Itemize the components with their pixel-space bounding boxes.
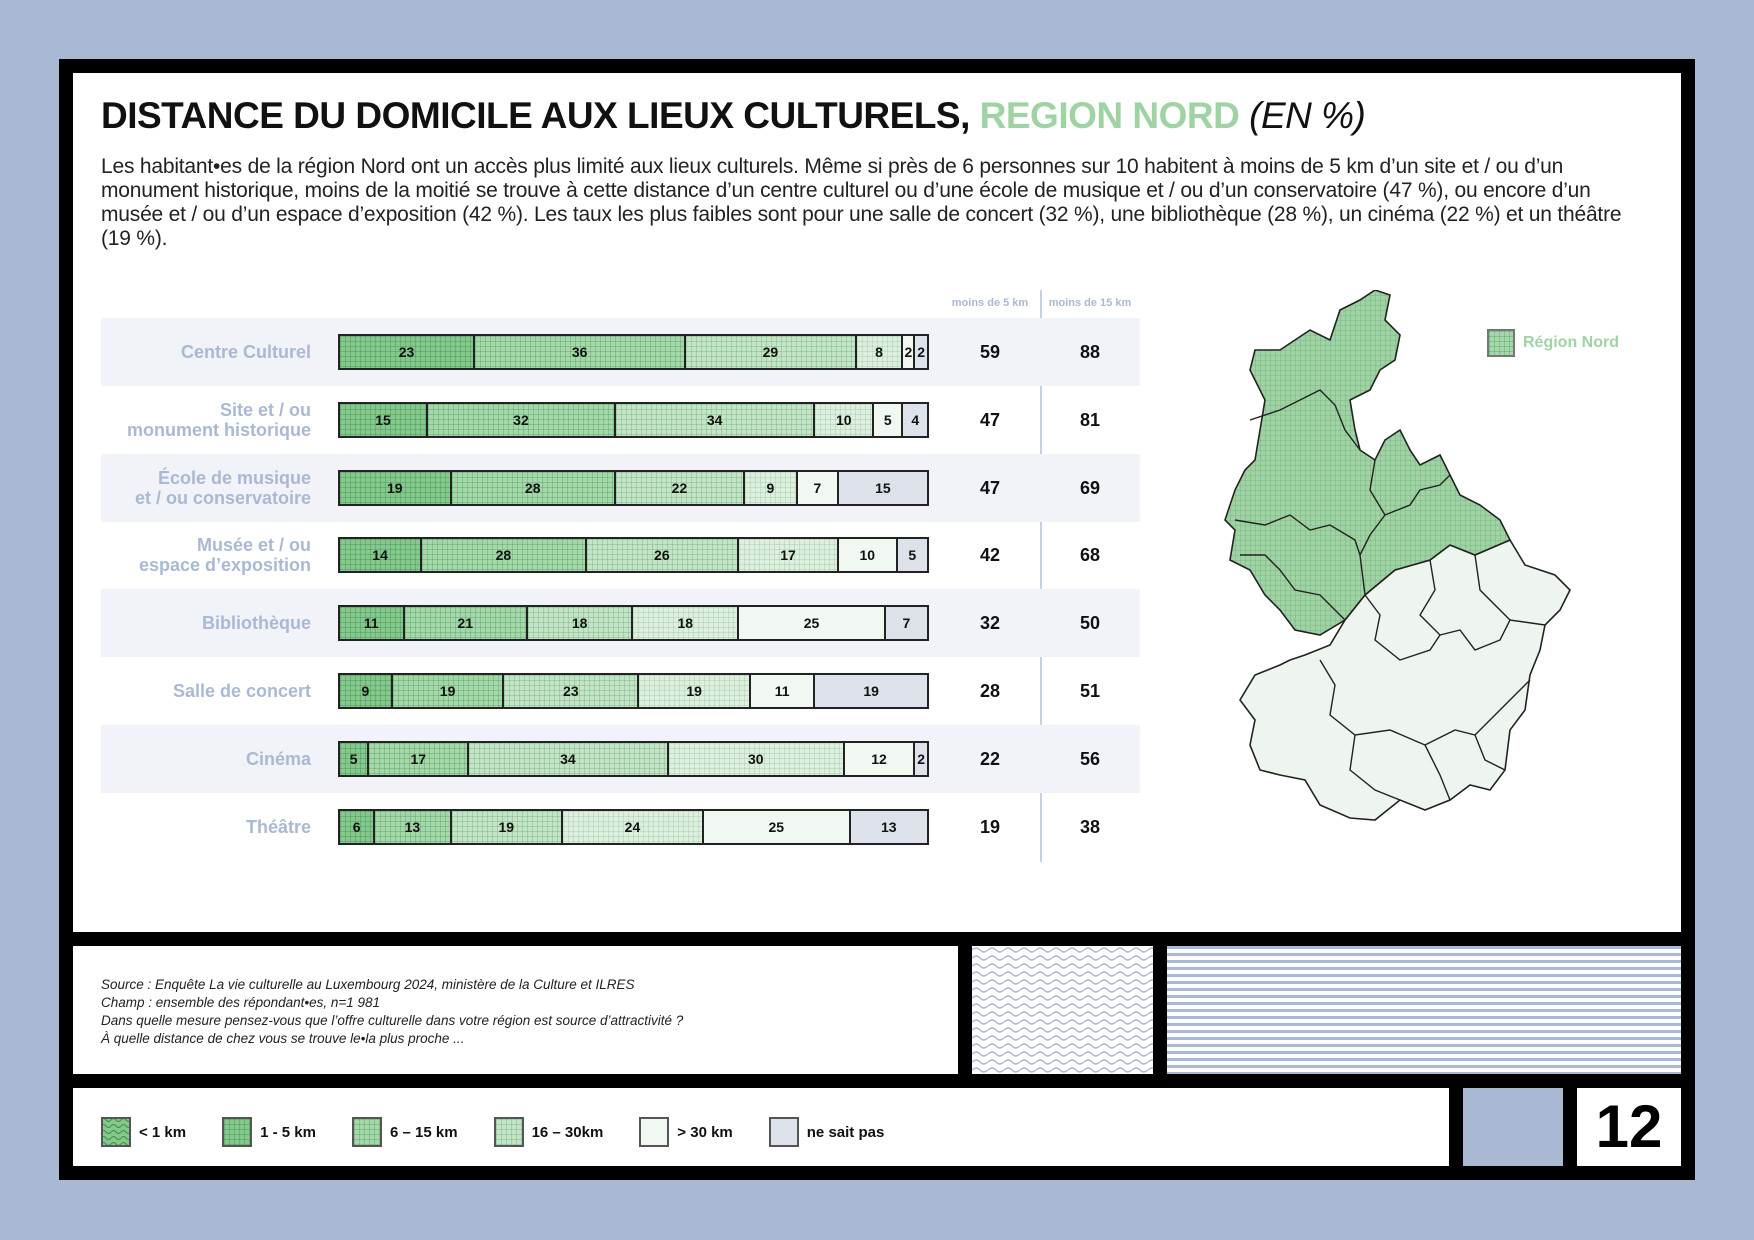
legend-label: 16 – 30km: [531, 1123, 604, 1141]
category-label-line: Théâtre: [245, 816, 311, 837]
value-moins-5km: 47: [979, 409, 1001, 430]
bar-segment: 17: [739, 539, 839, 571]
legend-label: < 1 km: [139, 1123, 187, 1141]
map-legend-label: Région Nord: [1523, 334, 1619, 351]
bar-segment: 6: [340, 811, 375, 843]
category-label: [101, 657, 311, 725]
lines-pattern-panel: [1167, 946, 1681, 1074]
bar-segment: 10: [839, 539, 898, 571]
category-label: [101, 318, 311, 386]
value-moins-5km: 19: [979, 816, 1001, 837]
category-label-line: Site et / ou: [219, 399, 311, 420]
value-moins-15km: 69: [1079, 477, 1101, 498]
value-moins-5km: 28: [979, 681, 1001, 701]
wave-pattern: [972, 946, 1153, 1074]
category-label-line: Musée et / ou: [196, 535, 311, 556]
category-label: [101, 521, 311, 589]
lines-pattern: [1167, 946, 1681, 1074]
bar-segment: 17: [369, 743, 469, 775]
column-header-15km: moins de 15 km: [1048, 297, 1132, 309]
bar-segment: 28: [452, 472, 616, 504]
bar-segment: 5: [874, 404, 903, 436]
bar-segment: 5: [340, 743, 369, 775]
legend-item-6-15km: [352, 1117, 458, 1147]
stacked-bar: [338, 809, 929, 845]
chart-legend: [101, 1117, 920, 1147]
value-moins-5km: 22: [979, 748, 1001, 769]
blue-block: [1463, 1088, 1563, 1166]
category-label: [101, 725, 311, 793]
category-label-line: École de musique: [157, 467, 311, 488]
bar-segment: 21: [405, 607, 528, 639]
value-moins-5km: 59: [979, 342, 1001, 362]
bar-segment: 5: [898, 539, 927, 571]
region-map: [1210, 290, 1630, 850]
stacked-bar: [338, 470, 929, 506]
stacked-bar: [338, 605, 929, 641]
bar-segment: 19: [639, 675, 751, 707]
bar-segment: 2: [915, 336, 927, 368]
legend-label: 6 – 15 km: [390, 1123, 458, 1141]
bar-segment: 30: [669, 743, 845, 775]
category-label: [101, 386, 311, 454]
category-label-line: Cinéma: [245, 748, 311, 769]
legend-item-16-30km: [494, 1117, 604, 1147]
bar-segment: 19: [815, 675, 927, 707]
category-label: [101, 454, 311, 522]
source-line: Source : Enquête La vie culturelle au Luxembourg 2024, ministère de la Culture et ILRES: [101, 977, 635, 992]
bar-segment: 25: [704, 811, 851, 843]
bar-segment: 11: [751, 675, 816, 707]
legend-swatch: [769, 1117, 799, 1147]
category-label-line: Centre Culturel: [180, 342, 311, 362]
page-title: [101, 95, 1365, 137]
wave-pattern-panel: [972, 946, 1153, 1074]
category-label-line: et / ou conservatoire: [134, 487, 311, 508]
value-moins-15km: 88: [1079, 342, 1101, 362]
category-label: [101, 793, 311, 861]
bar-segment: 9: [340, 675, 393, 707]
value-moins-15km: 50: [1079, 613, 1101, 634]
legend-swatch-wave: [101, 1117, 131, 1147]
value-moins-5km: 42: [979, 545, 1001, 566]
bar-segment: 7: [886, 607, 927, 639]
legend-swatch: [639, 1117, 669, 1147]
bar-segment: 19: [393, 675, 505, 707]
stacked-bar: [338, 673, 929, 709]
category-label: [101, 589, 311, 657]
value-moins-15km: 38: [1079, 816, 1101, 837]
intro-text: Les habitant•es de la région Nord ont un accès plus limité aux lieux culturels. Même si près de 6 personnes sur 10 habitent à moins de 5 km d’un site et / ou d’un monument historique, moins de la moitié se trouve à cette distance d’un centre culturel ou d’une école de musique et / ou d’un conservatoire (47 %), ou encore d’un musée et / ou d’un espace d’exposition (42 %). Les taux les plus faibles sont pour une salle de concert (32 %), une bibliothèque (28 %), un cinéma (22 %) et un théâtre (19 %).: [101, 155, 1622, 250]
legend-label: ne sait pas: [806, 1123, 885, 1141]
source-line: Champ : ensemble des répondant•es, n=1 981: [101, 995, 381, 1010]
value-moins-5km: 32: [979, 613, 1001, 634]
column-header-5km: moins de 5 km: [951, 297, 1029, 309]
value-moins-15km: 81: [1079, 409, 1101, 430]
stacked-bar: [338, 741, 929, 777]
bar-segment: 32: [428, 404, 616, 436]
legend-swatch: [494, 1117, 524, 1147]
bar-segment: 25: [739, 607, 886, 639]
value-moins-15km: 51: [1079, 681, 1101, 701]
legend-item-gt30km: [639, 1117, 732, 1147]
category-label-line: Salle de concert: [172, 681, 311, 701]
bar-segment: 11: [340, 607, 405, 639]
title-unit: (EN %): [1249, 95, 1366, 136]
value-moins-5km: 47: [979, 477, 1001, 498]
bar-segment: 13: [375, 811, 451, 843]
title-main: DISTANCE DU DOMICILE AUX LIEUX CULTURELS,: [101, 95, 970, 136]
legend-swatch: [222, 1117, 252, 1147]
bar-segment: 28: [422, 539, 586, 571]
legend-label: 1 - 5 km: [260, 1123, 316, 1141]
bar-segment: 19: [452, 811, 564, 843]
stacked-bar: [338, 537, 929, 573]
bar-segment: 7: [798, 472, 839, 504]
bar-segment: 4: [903, 404, 926, 436]
bar-segment: 34: [616, 404, 816, 436]
bar-segment: 10: [815, 404, 874, 436]
stacked-bar: [338, 334, 929, 370]
value-moins-15km: 56: [1079, 748, 1101, 769]
legend-item-1-5km: [222, 1117, 316, 1147]
bar-segment: 19: [340, 472, 452, 504]
bar-segment: 13: [851, 811, 927, 843]
category-label-line: Bibliothèque: [202, 613, 311, 634]
bar-segment: 15: [340, 404, 428, 436]
bar-segment: 23: [504, 675, 639, 707]
bar-segment: 18: [528, 607, 634, 639]
bar-segment: 2: [915, 743, 927, 775]
bar-segment: 12: [845, 743, 915, 775]
legend-item-lt1km: [101, 1117, 186, 1147]
source-notes: [101, 976, 683, 1048]
bar-segment: 29: [686, 336, 856, 368]
legend-swatch: [352, 1117, 382, 1147]
bar-segment: 14: [340, 539, 422, 571]
source-line: Dans quelle mesure pensez-vous que l’offre culturelle dans votre région est source d’attractivité ?: [101, 1013, 684, 1028]
bar-segment: 22: [616, 472, 745, 504]
map-legend-swatch: [1487, 329, 1515, 357]
bar-segment: 23: [340, 336, 475, 368]
bar-segment: 18: [633, 607, 739, 639]
bar-segment: 36: [475, 336, 686, 368]
bar-segment: 9: [745, 472, 798, 504]
map-legend: [1487, 329, 1619, 357]
category-label-line: monument historique: [127, 419, 311, 440]
legend-item-ne-sait-pas: [769, 1117, 885, 1147]
bar-segment: 24: [563, 811, 704, 843]
stacked-bar: [338, 402, 929, 438]
legend-label: > 30 km: [677, 1123, 733, 1141]
title-accent: REGION NORD: [979, 95, 1240, 136]
bar-segment: 34: [469, 743, 669, 775]
bar-segment: 2: [903, 336, 915, 368]
value-moins-15km: 68: [1079, 545, 1101, 566]
category-label-line: espace d’exposition: [138, 555, 311, 576]
page-number: 12: [1595, 1093, 1663, 1160]
source-line: À quelle distance de chez vous se trouve le•la plus proche ...: [101, 1031, 465, 1046]
bar-segment: 26: [587, 539, 740, 571]
bar-segment: 8: [857, 336, 904, 368]
bar-segment: 15: [839, 472, 927, 504]
